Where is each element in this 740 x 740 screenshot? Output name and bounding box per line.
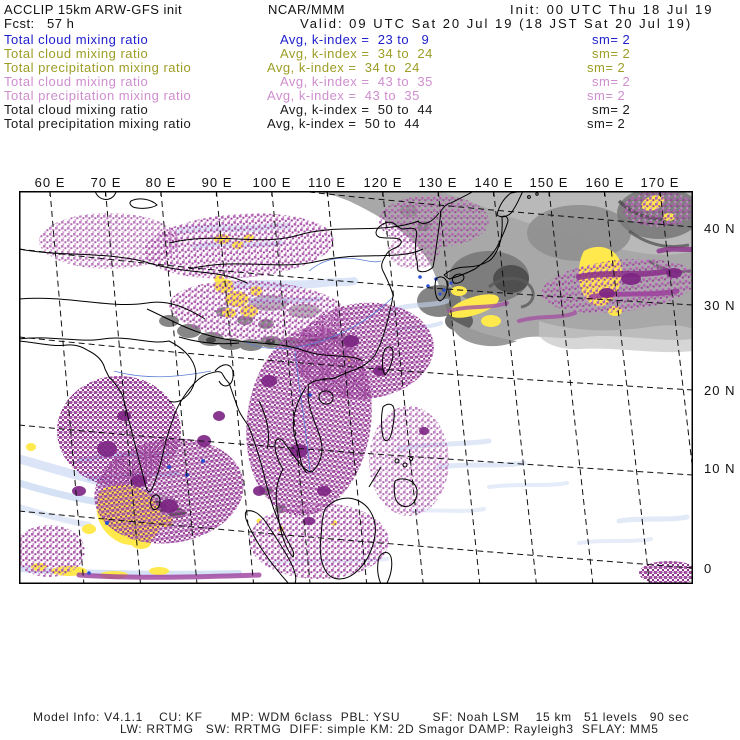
legend-label: Total cloud mixing ratio	[4, 32, 149, 47]
forecast-map	[19, 191, 693, 584]
x-axis-label: 90 E	[201, 175, 233, 190]
legend-stat: Avg, k-index = 43 to 35	[280, 74, 433, 89]
legend-sm: sm= 2	[592, 102, 631, 117]
y-axis-label: 10 N	[704, 461, 736, 476]
x-axis-label: 140 E	[474, 175, 514, 190]
plot-title: ACCLIP 15km ARW-GFS init	[4, 2, 183, 17]
y-axis-label: 20 N	[704, 383, 736, 398]
x-axis-label: 160 E	[585, 175, 625, 190]
legend-label: Total cloud mixing ratio	[4, 74, 149, 89]
legend-stat: Avg, k-index = 50 to 44	[267, 116, 420, 131]
legend-sm: sm= 2	[592, 74, 631, 89]
legend-label: Total cloud mixing ratio	[4, 46, 149, 61]
legend-label: Total precipitation mixing ratio	[4, 88, 192, 103]
x-axis-label: 60 E	[34, 175, 66, 190]
legend-stat: Avg, k-index = 23 to 9	[280, 32, 430, 47]
x-axis-label: 70 E	[90, 175, 122, 190]
legend-label: Total precipitation mixing ratio	[4, 60, 192, 75]
legend-stat: Avg, k-index = 34 to 24	[280, 46, 433, 61]
y-axis-label: 0	[704, 561, 713, 576]
model-info-line2: LW: RRTMG SW: RRTMG DIFF: simple KM: 2D Smagor DAMP: Rayleigh3 SFLAY: MM5	[120, 722, 659, 736]
x-axis-label: 80 E	[145, 175, 177, 190]
x-axis-label: 110 E	[307, 175, 346, 190]
legend-sm: sm= 2	[587, 88, 626, 103]
legend-label: Total cloud mixing ratio	[4, 102, 149, 117]
x-axis-label: 120 E	[363, 175, 403, 190]
x-axis-label: 150 E	[529, 175, 569, 190]
legend-sm: sm= 2	[587, 60, 626, 75]
legend-label: Total precipitation mixing ratio	[4, 116, 192, 131]
y-axis-label: 30 N	[704, 298, 736, 313]
model-info-line1: Model Info: V4.1.1 CU: KF MP: WDM 6class PBL: YSU SF: Noah LSM 15 km 51 levels 90 sec	[33, 710, 690, 724]
legend-stat: Avg, k-index = 50 to 44	[280, 102, 433, 117]
legend-sm: sm= 2	[592, 46, 631, 61]
forecast-hour: Fcst: 57 h	[4, 16, 75, 31]
init-time: Init: 00 UTC Thu 18 Jul 19	[510, 2, 714, 17]
legend-stat: Avg, k-index = 43 to 35	[267, 88, 420, 103]
valid-time: Valid: 09 UTC Sat 20 Jul 19 (18 JST Sat 20 Jul 19)	[300, 16, 693, 31]
x-axis-label: 130 E	[418, 175, 458, 190]
org-label: NCAR/MMM	[268, 2, 345, 17]
legend-sm: sm= 2	[592, 32, 631, 47]
legend-stat: Avg, k-index = 34 to 24	[267, 60, 420, 75]
x-axis-label: 100 E	[252, 175, 292, 190]
y-axis-label: 40 N	[704, 221, 736, 236]
legend-sm: sm= 2	[587, 116, 626, 131]
x-axis-label: 170 E	[640, 175, 680, 190]
